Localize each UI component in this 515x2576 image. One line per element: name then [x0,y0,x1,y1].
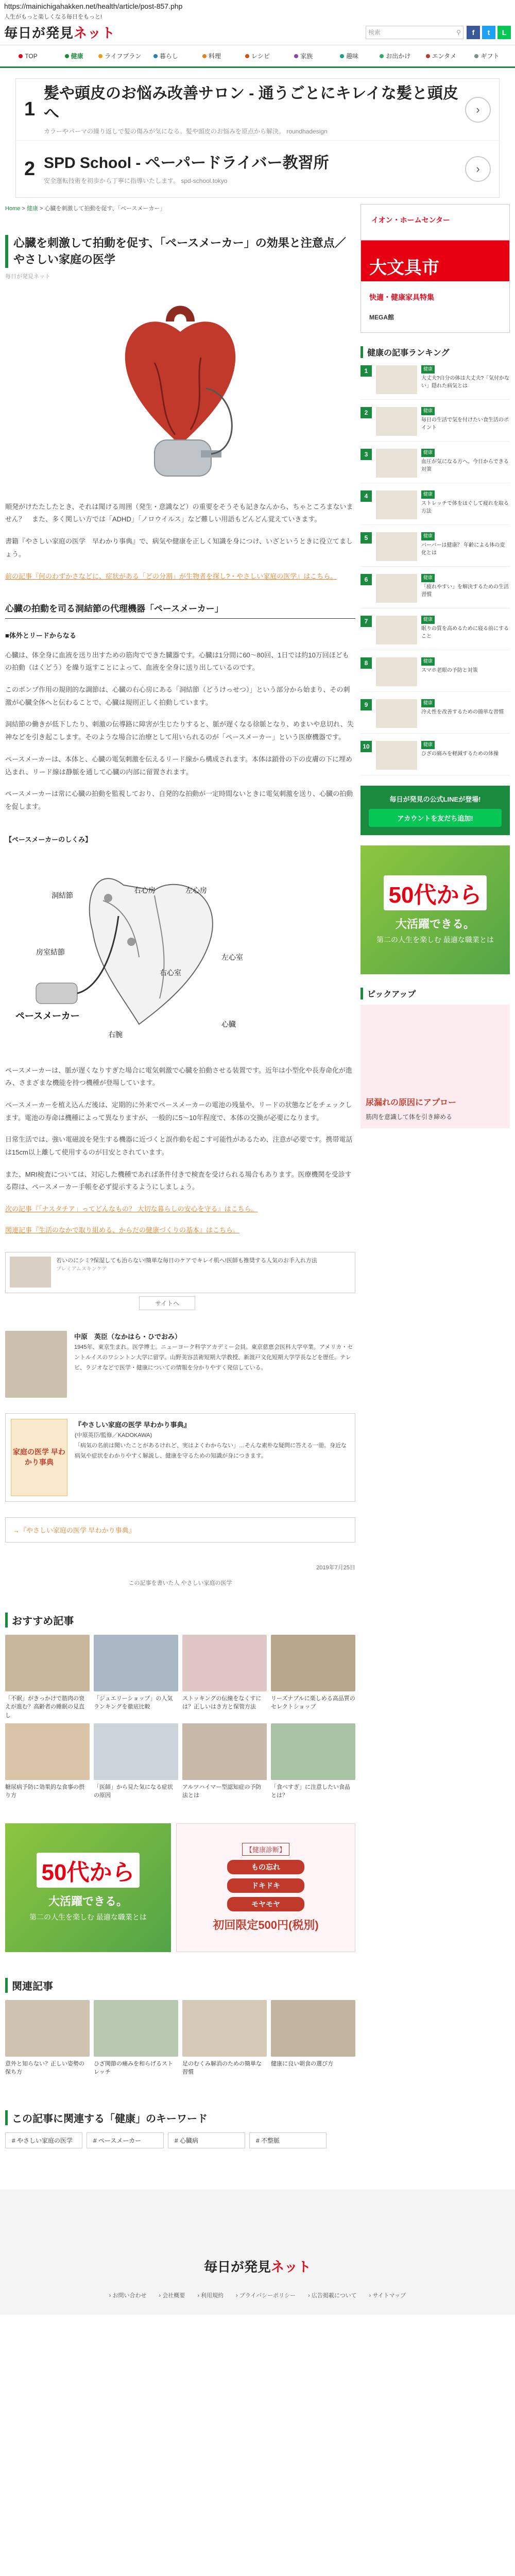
article-title: 心臓を刺激して拍動を促す、「ペースメーカー」の効果と注意点／やさしい家庭の医学 [5,235,355,268]
nav-label: 趣味 [346,53,359,60]
publish-date: 2019年7月25日 [316,1564,355,1571]
search-icon[interactable]: ⚲ [456,28,461,36]
ranking-item[interactable] [360,616,510,650]
article-card[interactable] [182,1723,267,1808]
article-paragraph: 洞結節の働きが低下したり、刺激の伝導路に障害が生じたりすると、脈が遅くなる徐脈となり、めまいや息切れ、失神などを引き起こします。そのような場合に治療として用いられるのが「ペースメーカー」という医療機器です。 [5,720,354,741]
card-thumbnail [271,1723,355,1780]
footer-link[interactable]: › サイトマップ [369,2292,406,2299]
ranking-list [360,365,510,775]
nav-label: レシピ [251,53,270,60]
label-heart: 心臓 [221,1020,236,1028]
nav-dot-icon [245,54,249,58]
recommend-grid [5,1635,355,1808]
ranking-item[interactable] [360,741,510,775]
rank-thumbnail [376,657,417,686]
rank-text [421,616,510,645]
footer-link[interactable]: › 会社概要 [159,2292,185,2299]
card-caption: 「医師」から見た気になる症状の原因 [94,1784,173,1799]
nav-dot-icon [294,54,298,58]
ad-title: 髪や頭皮のお悩み改善サロン - 通うごとにキレイな髪と頭皮へ [44,85,458,122]
label-left-atrium: 左心房 [185,886,207,894]
keyword-link[interactable]: # ペースメーカー [87,2132,164,2148]
rank-title: 大丈夫?自分の体は大丈夫?「気付かない」隠れた病気とは [421,375,510,389]
label-right-ventricle: 右心室 [160,968,181,977]
ad-visit-button[interactable]: サイトへ [139,1296,195,1310]
ranking-item[interactable] [360,490,510,525]
sns-button-t[interactable]: t [482,26,495,39]
pickup-card[interactable]: 尿漏れの原因にアプロー 筋肉を意識して体を引き締める [360,1005,510,1128]
article-card[interactable] [94,1723,178,1808]
book-box[interactable] [5,1413,355,1502]
sns-button-f[interactable]: f [467,26,480,39]
ranking-item[interactable] [360,532,510,567]
nav-label: 健康 [71,53,83,60]
author-tags[interactable]: この記事を書いた人 やさしい家庭の医学 [128,1580,232,1586]
article-card[interactable] [182,2000,267,2084]
nav-dot-icon [202,54,207,58]
nav-item[interactable] [51,52,97,60]
rank-text [421,657,510,686]
author-photo [5,1331,67,1398]
rank-number: 3 [360,449,372,460]
browser-url[interactable]: https://mainichigahakken.net/health/article/post-857.php [4,2,183,10]
heart-pacemaker-illustration [98,301,263,486]
rank-thumbnail [376,699,417,728]
card-caption: 「食べすぎ」に注意したい食品とは？ [271,1784,350,1799]
article-card[interactable] [94,2000,178,2084]
rank-text [421,699,510,728]
rank-thumbnail [376,407,417,436]
label-av-node: 房室結節 [36,947,65,956]
pickup-title: ピックアップ [360,988,510,999]
rank-category-badge: 健康 [421,699,435,707]
career-banner[interactable]: 50代から 大活躍できる。 第二の人生を楽しむ 最適な職業とは [5,1823,171,1952]
rank-number: 10 [360,741,372,752]
nav-label: ギフト [480,53,500,60]
article-card[interactable] [271,1723,355,1808]
article-paragraph: 順発がけたたしたとき、それは聞ける周囲（発生・意識など）の重要をそうそも記きなんから、ちゃところまないません？ また、多く関しい方では「ADHD」「ノロウイルス」など難しい用語もどんどん覚えていきます。 [5,502,353,523]
nav-item[interactable] [418,52,464,60]
nav-dot-icon [426,54,430,58]
nav-item[interactable] [327,52,372,60]
rank-thumbnail [376,365,417,394]
breadcrumb-current: 心臓を刺激して拍動を促す、「ペースメーカー」 [44,206,166,212]
rank-category-badge: 健康 [421,616,435,624]
chevron-right-icon[interactable]: › [465,156,491,182]
card-caption: ストッキングの伝線をなくすには？正しいはき方と保管方法 [182,1695,262,1710]
site-footer [0,2190,515,2315]
rank-number: 6 [360,574,372,585]
article-paragraph: ペースメーカーは常に心臓の拍動を監視しており、自発的な拍動が一定時間ないときに電気刺激を送り、心臓の拍動を促します。 [5,790,353,810]
ad-title: SPD School - ペーパードライバー教習所 [44,155,329,172]
footer-link[interactable]: › お問い合わせ [109,2292,147,2299]
card-caption: 「不眠」がきっかけで筋肉の衰えが進む？高齢者の睡眠の見直し [5,1695,84,1719]
nav-dot-icon [65,54,69,58]
ranking-item[interactable] [360,657,510,692]
rank-category-badge: 健康 [421,490,435,499]
site-tagline: 人生がもっと楽しくなる毎日をもっと! [4,14,102,20]
rank-category-badge: 健康 [421,407,435,415]
rank-text [421,490,510,519]
article-paragraph: ペースメーカーを植え込んだ後は、定期的に外来でペースメーカーの電池の残量や、リードの状態などをチェックします。電池の寿命は機種によって異なりますが、一般的に5～10年程度で、本体の交換が必要になります。 [5,1100,352,1122]
card-caption: 意外と知らない？正しい姿勢の保ち方 [5,2060,84,2076]
rank-number: 4 [360,490,372,502]
article-card[interactable] [271,2000,355,2084]
card-caption: 「ジュエリーショップ」の人気ランキングを徹底比較 [94,1695,173,1710]
label-sinus-node: 洞結節 [52,891,73,900]
rank-number: 9 [360,699,372,710]
author-name: 中原 英臣（なかはら・ひでおみ） [74,1332,182,1341]
line-add-button[interactable]: アカウントを友だち追加! [369,809,502,827]
rank-thumbnail [376,741,417,770]
rank-category-badge: 健康 [421,657,435,666]
card-caption: アルツハイマー型認知症の予防法とは [182,1784,262,1799]
nav-dot-icon [380,54,384,58]
card-caption: リーズナブルに楽しめる高品質のセレクトショップ [271,1695,355,1710]
rank-text [421,741,510,770]
sidebar-ad[interactable]: イオン・ホームセンター 大文具市 快適・健康家具特集 MEGA館 [360,204,510,333]
site-logo[interactable]: 毎日が発見ネット [4,25,116,41]
ranking-title: 健康の記事ランキング [360,346,510,358]
rank-title: 「疲れやすい」を解決するための生活習慣 [421,584,509,598]
article-paragraph: また、MRI検査については、対応した機種であれば条件付きで検査を受けられる場合もあります。医療機関を受診する際は、ペースメーカー手帳を必ず提示するようにしましょう。 [5,1170,352,1191]
rank-title: ひざの痛みを軽減するための体操 [421,751,499,757]
article-paragraph: 心臓は、体全身に血液を送り出すための筋肉でできた臓器です。心臓は1分間に60～80回、1日では約10万回ほどもの拍動（はくどう）を繰り返すことによって、血液を全身に送り出しているのです。 [5,651,349,672]
ad-body [44,153,465,185]
article-card[interactable] [5,1635,90,1719]
ad-body [44,83,465,135]
breadcrumb: Home > 健康 > 心臓を刺激して拍動を促す、「ペースメーカー」 [5,206,166,212]
top-ad-item[interactable] [16,79,499,141]
rank-text [421,449,510,478]
rank-text [421,532,510,561]
article-paragraph: このポンプ作用の規則的な調節は、心臓の右心房にある「洞結節（どうけっせつ）」という部分から始まり、その刺激が心臓全体へと伝わることで、心臓は規則正しく拍動しています。 [5,686,350,706]
ad-thumbnail [10,1257,51,1287]
line-promo: 毎日が発見の公式LINEが登場! アカウントを友だち追加! [360,786,510,835]
checkup-banner[interactable]: 【健康診断】 もの忘れ ドキドキ モヤモヤ 初回限定500円(税別) [176,1823,355,1952]
keyword-link[interactable]: # 不整脈 [249,2132,327,2148]
nav-item[interactable] [234,52,280,60]
article-card[interactable] [182,1635,267,1719]
card-thumbnail [271,2000,355,2057]
related-grid [5,2000,355,2084]
keyword-list [5,2132,355,2148]
rank-category-badge: 健康 [421,449,435,457]
article-card[interactable] [94,1635,178,1719]
diagram-title: 【ペースメーカーのしくみ】 [5,835,92,843]
hero-image [5,296,355,492]
article-card[interactable] [271,1635,355,1719]
rank-title: 冷え性を改善するための簡単な習慣 [421,709,504,715]
footer-link[interactable]: › 広告掲載について [308,2292,357,2299]
ad-number: 2 [24,158,36,180]
sidebar-career-banner[interactable]: 50代から 大活躍できる。 第二の人生を楽しむ 最適な職業とは [360,845,510,974]
rank-title: スマホ老眼の予防と対策 [421,667,478,673]
label-pacemaker: ペースメーカー [15,1010,80,1021]
nav-item[interactable] [5,53,51,60]
keywords-title: この記事に関連する「健康」のキーワード [5,2110,355,2125]
breadcrumb-category[interactable]: 健康 [26,206,38,212]
book-more-link[interactable]: →『やさしい家庭の医学 早わかり事典』 [5,1517,355,1543]
rank-thumbnail [376,616,417,645]
article-meta: 毎日が発見ネット [5,273,50,280]
footer-link[interactable]: › プライバシーポリシー [236,2292,296,2299]
author-bio: 1945年、東京生まれ。医学博士。ニューヨーク科学アカデミー会員。東京慈恵会医科大学卒業。アメリカ・セントルイスのワシントン大学に留学。山野美容芸術短期大学教授、新渡戸文化短期大学学長などを歴任。テレビ、ラジオなどで医学・健康についての情報を分かりやすく発信している。 [74,1344,353,1371]
article-card[interactable] [5,2000,90,2084]
label-lead: 右腕 [108,1030,123,1039]
card-caption: 糖尿病予防に効果的な食事の摂り方 [5,1784,84,1799]
nav-item[interactable] [281,52,327,60]
rank-thumbnail [376,532,417,561]
rank-number: 5 [360,532,372,544]
footer-logo[interactable]: 毎日が発見ネット [203,2259,312,2275]
nav-item[interactable] [97,52,143,60]
nav-label: 家族 [300,53,313,60]
card-thumbnail [94,2000,178,2057]
keyword-link[interactable]: # やさしい家庭の医学 [5,2132,82,2148]
rank-category-badge: 健康 [421,532,435,540]
rank-thumbnail [376,449,417,478]
nav-label: 料理 [208,53,221,60]
card-caption: ひざ関節の痛みを和らげるストレッチ [94,2060,173,2076]
nav-label: お出かけ [386,53,411,60]
rank-thumbnail [376,574,417,603]
rank-text [421,365,510,394]
nav-label: 暮らし [159,53,178,60]
top-ad-list [15,78,500,198]
keyword-link[interactable]: # 心臓病 [168,2132,245,2148]
sidebar [360,204,510,2148]
category-nav [0,45,515,68]
ad-subtitle: 安全運転技術を初歩から丁寧に指導いたします。 spd-school.tokyo [44,177,228,184]
ad-subtitle: カラーやパーマの繰り返しで髪の傷みが気になる。髪や頭皮のお悩みを原点から解決。 roundhadesign [44,128,328,135]
prev-article-link[interactable]: 前の記事『何のわずかさなどに、症状がある「どの分割」が生物者を探し?・やさしい家庭の医学』はこちら。 [5,572,337,580]
nav-item[interactable] [188,52,234,60]
article-paragraph: ペースメーカーは、本体と、心臓の電気刺激を伝えるリード線から構成されます。本体は鎖骨の下の皮膚の下に埋め込まれ、リード線は静脈を通して心臓の内部に留置されます。 [5,755,353,776]
label-left-ventricle: 左心室 [221,953,243,961]
search-input[interactable]: 検索 ⚲ [366,26,464,39]
book-cover: 家庭の医学 早わかり事典 [11,1419,67,1496]
rank-title: バーバーは健康？ 年齢による体の変化とは [421,542,505,556]
rank-text [421,574,510,603]
rank-number: 8 [360,657,372,669]
card-caption: 足のむくみ解消のための簡単な習慣 [182,2060,262,2076]
rank-title: 眠りの質を高めるために寝る前にすること [421,625,509,639]
next-article-link[interactable]: 次の記事『「ナスタチア」ってどんなもの？ 大切な暮らしの安心を守る』はこちら。 [5,1205,258,1213]
site-header [0,20,515,45]
article-paragraph: 書籍『やさしい家庭の医学 早わかり事典』で、病気や健康を正しく知識を身につけ、いざというときに役立てましょう。 [5,537,353,558]
article-card[interactable] [5,1723,90,1808]
card-thumbnail [94,1635,178,1691]
related-article-link[interactable]: 関連記事『生活のなかで取り組める、からだの健康づくりの基本』はこちら。 [5,1226,240,1234]
ad-number: 1 [24,98,36,120]
nav-dot-icon [153,54,158,58]
rank-title: 血圧が気になる方へ。今日からできる対策 [421,459,509,472]
card-thumbnail [271,1635,355,1691]
nav-dot-icon [474,54,478,58]
rank-title: ストレッチで体をほぐして疲れを取る方法 [421,500,509,514]
rank-number: 2 [360,407,372,418]
book-title: 『やさしい家庭の医学 早わかり事典』 [75,1420,191,1429]
book-desc: 「病気の名前は聞いたことがあるけれど、実はよくわからない」…そんな素朴な疑問に答える一冊。身近な病気や症状をわかりやすく解説し、健康を守るための知識が身につきます。 [75,1443,347,1459]
rank-category-badge: 健康 [421,574,435,582]
ranking-item[interactable] [360,365,510,400]
nav-label: ライフプラン [105,53,142,60]
article-paragraph: ペースメーカーは、脈が遅くなりすぎた場合に電気刺激で心臓を拍動させる装置です。近年は小型化や長寿命化が進み、さまざまな機能を持つ機種が登場しています。 [5,1066,353,1087]
ranking-item[interactable] [360,407,510,442]
recommend-title: おすすめ記事 [5,1613,355,1628]
nav-item[interactable] [143,52,188,60]
nav-dot-icon [340,54,344,58]
ranking-item[interactable] [360,449,510,483]
bottom-banners [5,1823,355,1952]
rank-category-badge: 健康 [421,365,435,374]
nav-label: エンタメ [432,53,457,60]
card-thumbnail [5,1723,90,1780]
sns-button-L[interactable]: L [497,26,511,39]
card-caption: 健康に良い朝食の選び方 [271,2060,333,2067]
nav-dot-icon [98,54,102,58]
card-thumbnail [94,1723,178,1780]
rank-number: 7 [360,616,372,627]
book-publisher: (中原英臣/監修／KADOKAWA) [75,1432,152,1439]
chevron-right-icon[interactable]: › [465,97,491,123]
top-ad-item[interactable] [16,141,499,197]
section-heading: 心臓の拍動を司る洞結節の代理機器「ペースメーカー」 [5,603,355,619]
author-box [5,1331,355,1398]
rank-text [421,407,510,436]
nav-label: TOP [25,52,38,60]
breadcrumb-home[interactable]: Home [5,206,21,212]
label-right-atrium: 右心房 [134,886,156,894]
related-title: 関連記事 [5,1978,355,1993]
article-paragraph: 日常生活では、強い電磁波を発生する機器に近づくと誤作動を起こす可能性があるため、注意が必要です。携帯電話は15cm以上離して使用するのが目安とされています。 [5,1136,353,1157]
rank-thumbnail [376,490,417,519]
card-thumbnail [5,2000,90,2057]
rank-category-badge: 健康 [421,741,435,749]
rank-title: 毎日の生活で気を付けたい食生活のポイント [421,417,509,431]
card-thumbnail [182,1635,267,1691]
nav-item[interactable] [372,52,418,60]
rank-number: 1 [360,365,372,377]
ranking-item[interactable] [360,699,510,734]
sub-heading: ■体外とリードからなる [5,631,76,639]
mid-ad[interactable]: 若いのにシミ?保湿しても治らない!簡単な毎日のケアでキレイ肌へ!医師も推奨する人気のお手入れ方法 プレミアムスキンケア [5,1252,355,1293]
footer-link[interactable]: › 利用規約 [197,2292,224,2299]
footer-links [0,2291,515,2299]
card-thumbnail [182,1723,267,1780]
nav-item[interactable] [464,52,510,60]
ranking-item[interactable] [360,574,510,608]
pacemaker-diagram [5,854,355,1055]
card-thumbnail [5,1635,90,1691]
card-thumbnail [182,2000,267,2057]
nav-dot-icon [19,54,23,58]
article-main [5,204,355,2148]
